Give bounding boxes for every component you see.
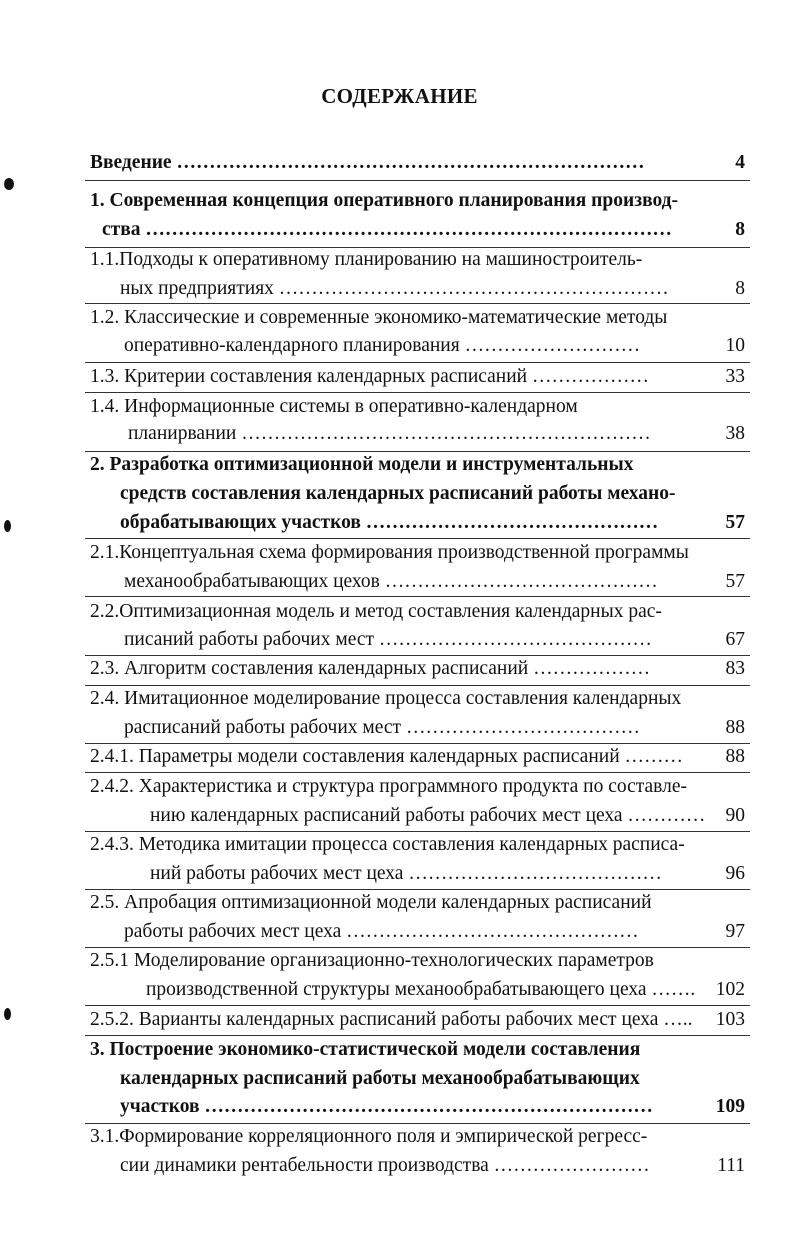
- toc-entry-2-2[interactable]: [90, 599, 745, 625]
- toc-entry-2[interactable]: [90, 452, 745, 478]
- toc-entry-1-2[interactable]: [90, 305, 745, 331]
- toc-page-number: 8: [735, 219, 745, 240]
- toc-page-number: 57: [725, 512, 745, 533]
- toc-entry-3-cont2[interactable]: [90, 1094, 745, 1120]
- scan-mark: [4, 520, 11, 532]
- toc-entry-text: 1.1.Подходы к оперативному планированию на машиностроитель-: [90, 249, 643, 270]
- toc-entry-1-1[interactable]: [90, 247, 745, 273]
- toc-entry-2-4-1[interactable]: [90, 744, 745, 770]
- toc-entry-text: 1.4. Информационные системы в оперативно-календарном: [90, 396, 578, 417]
- toc-entry-1-cont[interactable]: [90, 217, 745, 243]
- toc-page-number: 111: [717, 1155, 745, 1176]
- toc-entry-2-5-2[interactable]: [90, 1007, 745, 1033]
- toc-page-number: 88: [725, 717, 745, 738]
- divider: [85, 1035, 750, 1036]
- toc-page-number: 103: [715, 1009, 745, 1030]
- toc-page-number: 96: [725, 863, 745, 884]
- toc-entry-1-3[interactable]: [90, 364, 745, 390]
- toc-page-number: 97: [725, 921, 745, 942]
- toc-entry-2-5-cont[interactable]: [90, 919, 745, 945]
- toc-entry-text: 2.3. Алгоритм составления календарных расписаний ………………: [90, 658, 651, 679]
- toc-entry-3-1-cont[interactable]: [90, 1153, 745, 1179]
- page-title: СОДЕРЖАНИЕ: [321, 84, 478, 108]
- toc-entry-text: 1.3. Критерии составления календарных расписаний ………………: [90, 366, 649, 387]
- toc-page-number: 38: [725, 423, 745, 444]
- toc-entry-text: 2.4.1. Параметры модели составления календарных расписаний ………: [90, 746, 684, 767]
- divider: [85, 538, 750, 539]
- toc-entry-1[interactable]: [90, 188, 745, 214]
- scan-mark: [4, 178, 14, 190]
- divider: [85, 303, 750, 304]
- toc-entry-2-cont2[interactable]: [90, 510, 745, 536]
- scan-mark: [4, 1008, 11, 1020]
- toc-entry-2-4-3[interactable]: [90, 832, 745, 858]
- toc-entry-text: ний работы рабочих мест цеха …………………………………: [150, 863, 662, 884]
- toc-page-number: 8: [735, 278, 745, 299]
- toc-entry-2-4-2-cont[interactable]: [90, 803, 745, 829]
- toc-entry-2-5-1-cont[interactable]: [90, 977, 745, 1003]
- toc-entry-text: расписаний работы рабочих мест ………………………………: [124, 717, 640, 738]
- toc-entry-2-1[interactable]: [90, 540, 745, 566]
- toc-entry-text: 1. Современная концепция оперативного планирования производ-: [90, 190, 679, 211]
- toc-entry-2-2-cont[interactable]: [90, 627, 745, 653]
- divider: [85, 392, 750, 393]
- toc-entry-text: 2.5.2. Варианты календарных расписаний работы рабочих мест цеха …..: [90, 1009, 693, 1030]
- toc-entry-text: 2.1.Концептуальная схема формирования производственной программы: [90, 542, 689, 563]
- toc-page-number: 57: [725, 571, 745, 592]
- toc-entry-text: ных предприятиях ……………………………………………………: [120, 278, 669, 299]
- toc-entry-text: 2.2.Оптимизационная модель и метод составления календарных рас-: [90, 601, 662, 622]
- toc-entry-3-cont1[interactable]: [90, 1066, 745, 1092]
- toc-page-number: 109: [715, 1096, 745, 1117]
- toc-entry-2-4-cont[interactable]: [90, 715, 745, 741]
- divider: [85, 772, 750, 773]
- toc-entry-1-4-cont[interactable]: [90, 421, 745, 447]
- toc-page-number: 67: [725, 629, 745, 650]
- toc-entry-3[interactable]: [90, 1037, 745, 1063]
- toc-entry-2-1-cont[interactable]: [90, 569, 745, 595]
- toc-entry-text: участков ……………………………………………………………: [120, 1096, 653, 1117]
- toc-entry-text: 1.2. Классические и современные экономико-математические методы: [90, 307, 668, 328]
- toc-entry-intro[interactable]: [90, 150, 745, 176]
- divider: [85, 362, 750, 363]
- toc-entry-text: 2.4.2. Характеристика и структура программного продукта по составле-: [90, 776, 688, 797]
- toc-entry-text: 2.5. Апробация оптимизационной модели календарных расписаний: [90, 892, 652, 913]
- toc-entry-1-4[interactable]: [90, 394, 745, 420]
- toc-entry-text: 2.4.3. Методика имитации процесса составления календарных расписа-: [90, 834, 685, 855]
- toc-entry-text: ства ………………………………………………………………………: [102, 219, 672, 240]
- toc-entry-text: 3. Построение экономико-статистической модели составления: [90, 1039, 641, 1060]
- toc-entry-text: 2. Разработка оптимизационной модели и инструментальных: [90, 454, 634, 475]
- toc-entry-2-4-2[interactable]: [90, 774, 745, 800]
- toc-entry-text: обрабатывающих участков ………………………………………: [120, 512, 659, 533]
- toc-entry-2-4[interactable]: [90, 686, 745, 712]
- toc-entry-text: Введение ………………………………………………………………: [90, 152, 645, 173]
- toc-entry-text: 2.5.1 Моделирование организационно-технологических параметров: [90, 950, 654, 971]
- toc-page-number: 4: [735, 152, 745, 173]
- toc-page-number: 83: [725, 658, 745, 679]
- toc-entry-2-5-1[interactable]: [90, 948, 745, 974]
- toc-entry-text: писаний работы рабочих мест ……………………………………: [124, 629, 652, 650]
- toc-entry-1-1-cont[interactable]: [90, 276, 745, 302]
- toc-entry-text: 2.4. Имитационное моделирование процесса составления календарных: [90, 688, 682, 709]
- toc-page-number: 33: [725, 366, 745, 387]
- toc-entry-2-5[interactable]: [90, 890, 745, 916]
- toc-entry-text: оперативно-календарного планирования ………………………: [124, 335, 641, 356]
- toc-entry-text: производственной структуры механообрабатывающего цеха …….: [146, 979, 696, 1000]
- toc-entry-text: сии динамики рентабельности производства ……………………: [120, 1155, 650, 1176]
- divider: [85, 1005, 750, 1006]
- divider: [85, 180, 750, 181]
- toc-entry-1-2-cont[interactable]: [90, 333, 745, 359]
- toc-entry-2-4-3-cont[interactable]: [90, 861, 745, 887]
- toc-entry-text: календарных расписаний работы механообрабатывающих: [120, 1068, 640, 1089]
- toc-entry-text: нию календарных расписаний работы рабочих мест цеха …………: [150, 805, 706, 826]
- toc-entry-text: работы рабочих мест цеха ………………………………………: [124, 921, 639, 942]
- toc-entry-2-3[interactable]: [90, 656, 745, 682]
- toc-entry-3-1[interactable]: [90, 1124, 745, 1150]
- toc-page-number: 88: [725, 746, 745, 767]
- toc-page-number: 90: [725, 805, 745, 826]
- toc-entry-2-cont1[interactable]: [90, 481, 745, 507]
- toc-entry-text: планирвании ………………………………………………………: [128, 423, 651, 444]
- toc-entry-text: механообрабатывающих цехов ……………………………………: [124, 571, 658, 592]
- toc-page-number: 10: [725, 335, 745, 356]
- toc-entry-text: средств составления календарных расписаний работы механо-: [120, 483, 676, 504]
- divider: [85, 596, 750, 597]
- toc-page-number: 102: [715, 979, 745, 1000]
- toc-entry-text: 3.1.Формирование корреляционного поля и эмпирической регресс-: [90, 1126, 648, 1147]
